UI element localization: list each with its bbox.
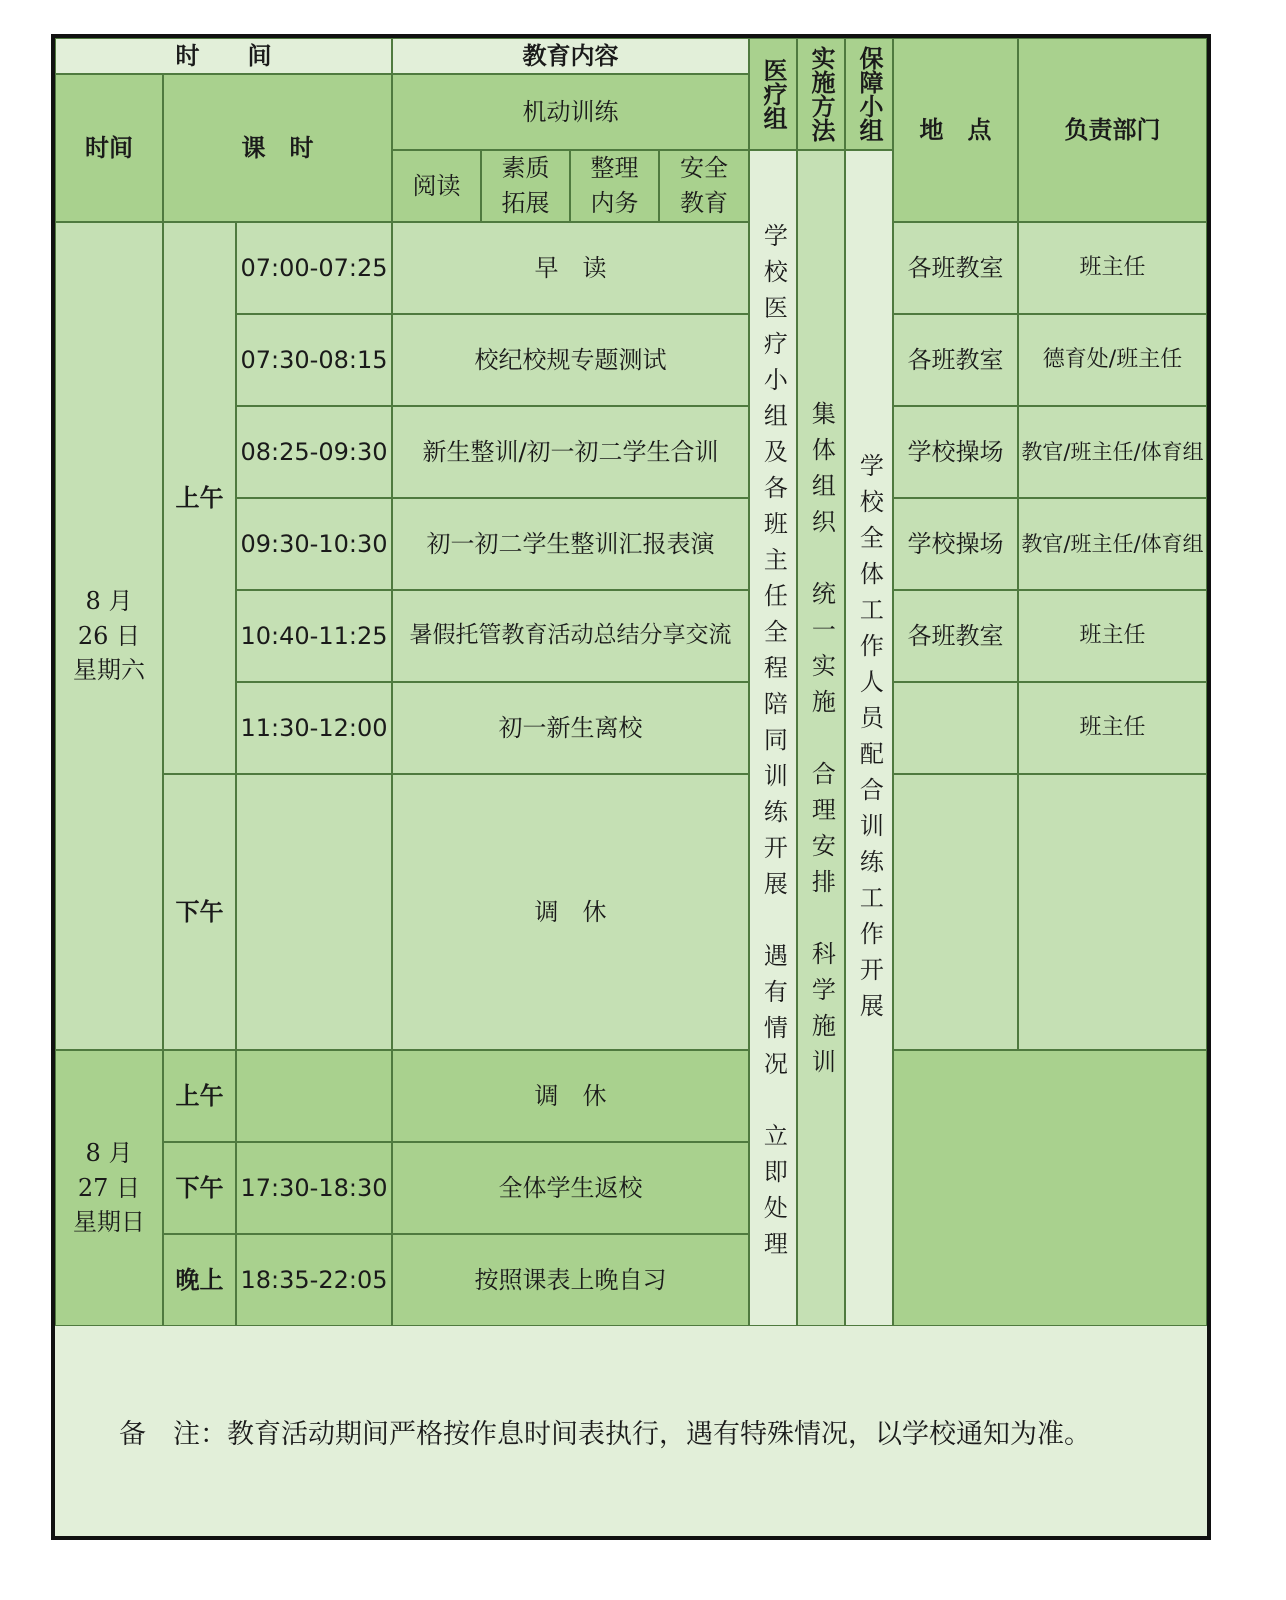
day1-month: 8 月 [85, 586, 133, 615]
header-time-col: 时间 [55, 74, 163, 222]
day1-row3-location: 学校操场 [893, 406, 1018, 498]
header-time-group: 时 间 [55, 38, 392, 74]
day2-row1-content: 调 休 [392, 1050, 749, 1142]
day1-afternoon-content: 调 休 [392, 774, 749, 1050]
day2-row1-time [236, 1050, 392, 1142]
day1-day: 26 日 [77, 621, 141, 650]
day1-row5-location: 各班教室 [893, 590, 1018, 682]
day1-row6-time: 11:30-12:00 [236, 682, 392, 774]
day1-weekday: 星期六 [73, 656, 145, 685]
day1-row1-content: 早 读 [392, 222, 749, 314]
day1-row5-content: 暑假托管教育活动总结分享交流 [392, 590, 749, 682]
header-dept: 负责部门 [1018, 38, 1207, 222]
day1-afternoon-location [893, 774, 1018, 1050]
header-sub-reading: 阅读 [392, 150, 481, 222]
schedule-table [51, 34, 1211, 1540]
day2-day: 27 日 [77, 1173, 141, 1202]
day1-row1-dept: 班主任 [1018, 222, 1207, 314]
day1-row6-location [893, 682, 1018, 774]
day1-row5-dept: 班主任 [1018, 590, 1207, 682]
day1-morning: 上午 [163, 222, 236, 774]
day1-row4-location: 学校操场 [893, 498, 1018, 590]
day1-row6-dept: 班主任 [1018, 682, 1207, 774]
medical-note: 学校医疗小组及各班主任全程陪同训练开展 遇有情况 立即处理 [749, 150, 797, 1326]
day2-date [55, 1050, 163, 1326]
day2-row2-time: 17:30-18:30 [236, 1142, 392, 1234]
header-sub-organize-line1: 整理 [590, 154, 639, 183]
header-location: 地 点 [893, 38, 1018, 222]
day1-row4-dept: 教官/班主任/体育组 [1018, 498, 1207, 590]
day1-row4-content: 初一初二学生整训汇报表演 [392, 498, 749, 590]
method-note: 集体组织 统一实施 合理安排 科学施训 [797, 150, 845, 1326]
day2-row2-period: 下午 [163, 1142, 236, 1234]
day2-row3-time: 18:35-22:05 [236, 1234, 392, 1326]
day2-month: 8 月 [85, 1138, 133, 1167]
day1-row1-location: 各班教室 [893, 222, 1018, 314]
day1-afternoon-dept [1018, 774, 1207, 1050]
day1-row2-content: 校纪校规专题测试 [392, 314, 749, 406]
day1-row2-time: 07:30-08:15 [236, 314, 392, 406]
day2-weekday: 星期日 [73, 1208, 145, 1237]
header-content-group: 教育内容 [392, 38, 749, 74]
day2-row3-period: 晚上 [163, 1234, 236, 1326]
header-sub-safety-line1: 安全 [680, 154, 728, 183]
header-medical: 医疗组 [749, 38, 797, 150]
day1-row3-time: 08:25-09:30 [236, 406, 392, 498]
header-sub-organize [570, 150, 659, 222]
day1-row2-dept: 德育处/班主任 [1018, 314, 1207, 406]
header-support: 保障小组 [845, 38, 893, 150]
day1-row5-time: 10:40-11:25 [236, 590, 392, 682]
header-sub-safety [659, 150, 749, 222]
header-sub-quality [481, 150, 570, 222]
day2-location-dept-blank [893, 1050, 1207, 1326]
day1-date [55, 222, 163, 1050]
day1-row6-content: 初一新生离校 [392, 682, 749, 774]
day2-row3-content: 按照课表上晚自习 [392, 1234, 749, 1326]
day1-row1-time: 07:00-07:25 [236, 222, 392, 314]
day2-row1-period: 上午 [163, 1050, 236, 1142]
support-note: 学校全体工作人员配合训练工作开展 [845, 150, 893, 1326]
header-method: 实施方法 [797, 38, 845, 150]
header-sub-safety-line2: 教育 [680, 189, 728, 217]
day1-row2-location: 各班教室 [893, 314, 1018, 406]
day1-afternoon: 下午 [163, 774, 236, 1050]
day2-row2-content: 全体学生返校 [392, 1142, 749, 1234]
day1-row4-time: 09:30-10:30 [236, 498, 392, 590]
day1-afternoon-time [236, 774, 392, 1050]
header-mobile-training: 机动训练 [392, 74, 749, 150]
day1-row3-content: 新生整训/初一初二学生合训 [392, 406, 749, 498]
header-period-col: 课 时 [163, 74, 392, 222]
header-sub-quality-line1: 素质 [501, 154, 550, 183]
day1-row3-dept: 教官/班主任/体育组 [1018, 406, 1207, 498]
remark-note: 备 注：教育活动期间严格按作息时间表执行，遇有特殊情况，以学校通知为准。 [55, 1326, 1207, 1536]
header-sub-organize-line2: 内务 [590, 189, 639, 217]
header-sub-quality-line2: 拓展 [501, 189, 550, 217]
